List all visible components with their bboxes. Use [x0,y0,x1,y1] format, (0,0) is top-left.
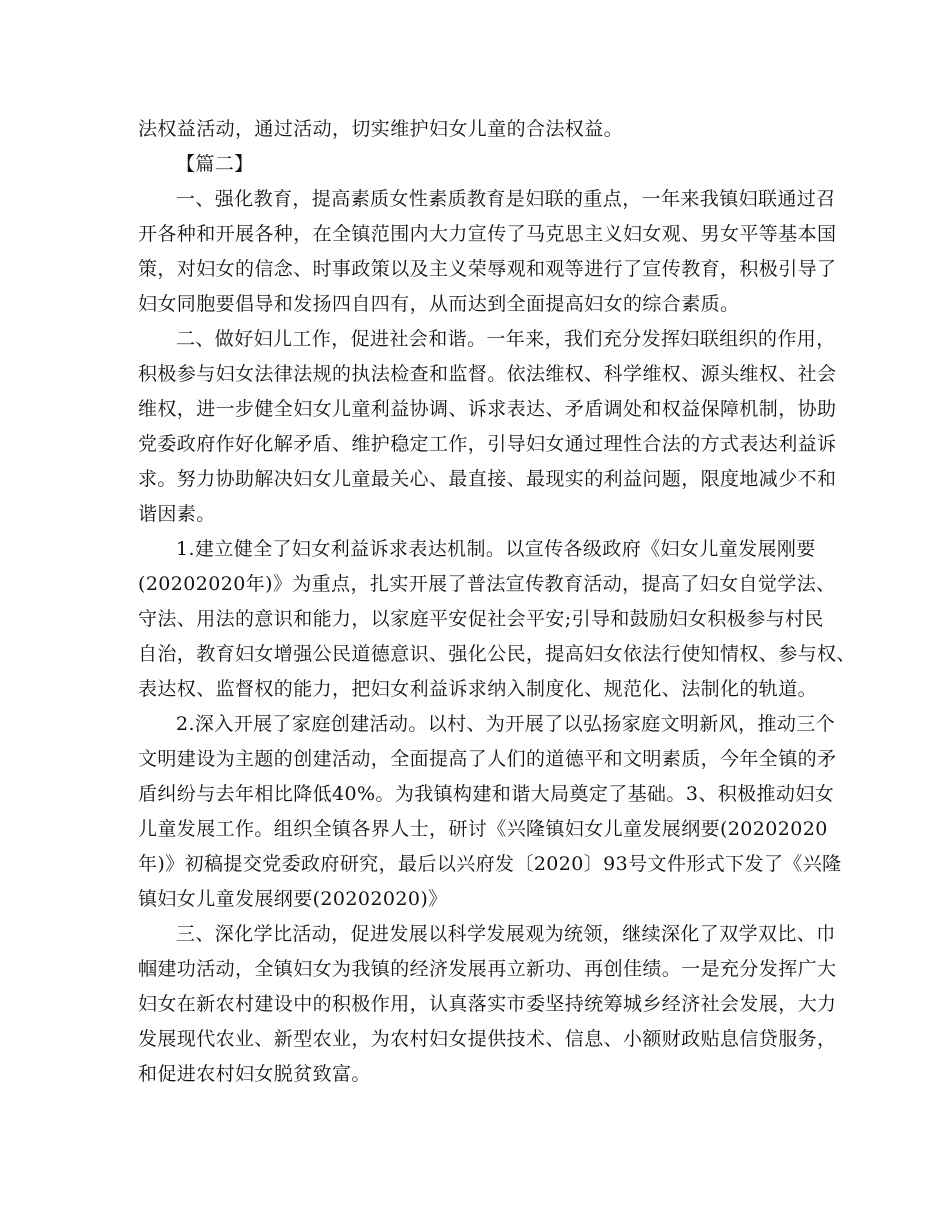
text-line: 维权，进一步健全妇女儿童利益协调、诉求表达、矛盾调处和权益保障机制，协助 [138,398,837,420]
text-line: 儿童发展工作。组织全镇各界人士，研讨《兴隆镇妇女儿童发展纲要(20202020 [138,818,828,840]
text-line: 盾纠纷与去年相比降低40%。为我镇构建和谐大局奠定了基础。3、积极推动妇女 [138,783,835,805]
text-line: 积极参与妇女法律法规的执法检查和监督。依法维权、科学维权、源头维权、社会 [138,363,837,385]
paragraph-first-line: 1.建立健全了妇女利益诉求表达机制。以宣传各级政府《妇女儿童发展刚要 [176,538,816,560]
paragraph-first-line: 【篇二】 [176,153,254,175]
paragraph-first-line: 三、深化学比活动，促进发展以科学发展观为统领，继续深化了双学双比、巾 [176,923,836,945]
text-line: 守法、用法的意识和能力，以家庭平安促社会平安;引导和鼓励妇女积极参与村民 [138,608,824,630]
text-line: 策，对妇女的信念、时事政策以及主义荣辱观和观等进行了宣传教育，积极引导了 [138,258,837,280]
paragraph-first-line: 2.深入开展了家庭创建活动。以村、为开展了以弘扬家庭文明新风，推动三个 [176,713,836,735]
text-line: 年)》初稿提交党委政府研究，最后以兴府发〔2020〕93号文件形式下发了《兴隆 [138,853,842,875]
paragraph-first-line: 一、强化教育，提高素质女性素质教育是妇联的重点，一年来我镇妇联通过召 [176,188,836,210]
document-body [138,112,856,1092]
text-line: 求。努力协助解决妇女儿童最关心、最直接、最现实的利益问题，限度地减少不和 [138,468,837,490]
paragraph-first-line: 二、做好妇儿工作，促进社会和谐。一年来，我们充分发挥妇联组织的作用， [176,328,836,350]
text-line: 谐因素。 [138,503,216,525]
text-line: 帼建功活动，全镇妇女为我镇的经济发展再立新功、再创佳绩。一是充分发挥广大 [138,958,837,980]
text-line: 开各种和开展各种，在全镇范围内大力宣传了马克思主义妇女观、男女平等基本国 [138,223,837,245]
text-line: 妇女在新农村建设中的积极作用，认真落实市委坚持统筹城乡经济社会发展，大力 [138,993,837,1015]
text-line: 发展现代农业、新型农业，为农村妇女提供技术、信息、小额财政贴息信贷服务， [138,1028,837,1050]
text-line: 自治，教育妇女增强公民道德意识、强化公民，提高妇女依法行使知情权、参与权、 [138,643,856,665]
text-line: 镇妇女儿童发展纲要(20202020)》 [138,888,448,910]
text-line: 表达权、监督权的能力，把妇女利益诉求纳入制度化、规范化、法制化的轨道。 [138,678,818,700]
text-line: 妇女同胞要倡导和发扬四自四有，从而达到全面提高妇女的综合素质。 [138,293,740,315]
text-line: 和促进农村妇女脱贫致富。 [138,1063,371,1085]
text-line: 法权益活动，通过活动，切实维护妇女儿童的合法权益。 [138,118,624,140]
text-line: 党委政府作好化解矛盾、维护稳定工作，引导妇女通过理性合法的方式表达利益诉 [138,433,837,455]
text-line: (20202020年)》为重点，扎实开展了普法宣传教育活动，提高了妇女自觉学法、 [138,573,836,595]
text-line: 文明建设为主题的创建活动，全面提高了人们的道德平和文明素质，今年全镇的矛 [138,748,837,770]
